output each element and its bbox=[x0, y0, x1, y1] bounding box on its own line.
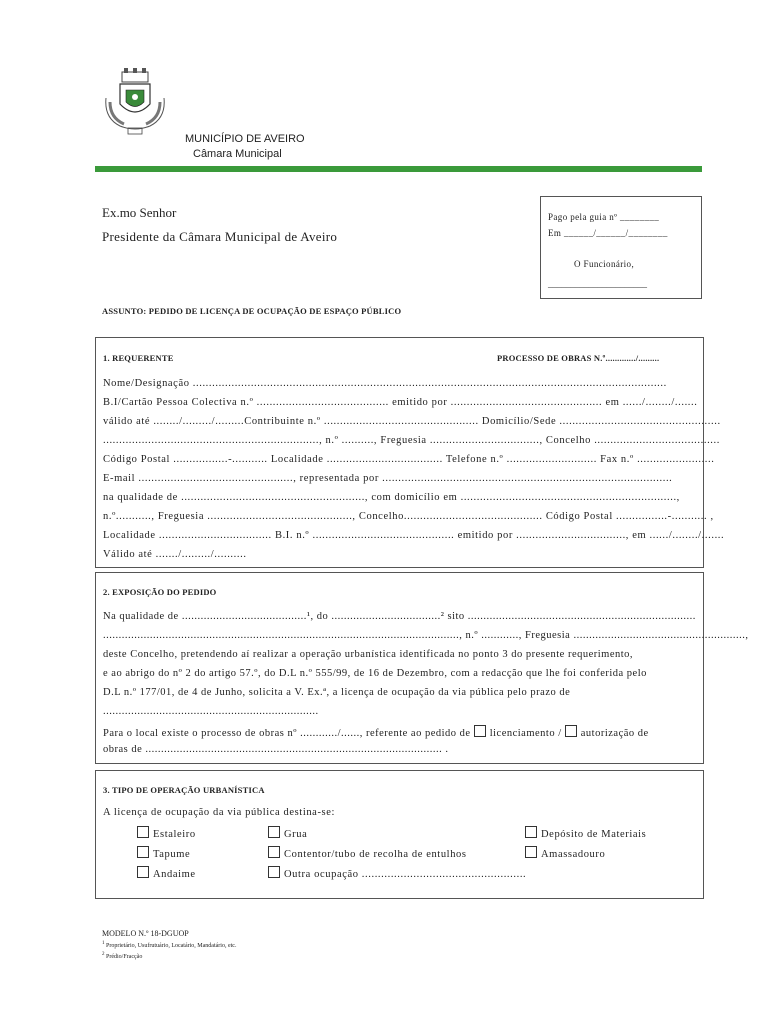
payment-date: Em ______/______/________ bbox=[548, 228, 668, 238]
request-line-4: e ao abrigo do nº 2 do artigo 57.º, do D.L n.º 555/99, de 16 de Dezembro, com a redacção que lhe foi conferida pelo bbox=[103, 668, 647, 679]
outra-checkbox[interactable] bbox=[268, 866, 280, 878]
footnote-2: $^2$ Prédio/Fracção bbox=[102, 952, 143, 960]
requester-line-6: E-mail ................................................, representada por .......................................................................................... bbox=[103, 473, 673, 484]
request-line-2: .................................................................................................................., n.º ............, Freguesia ......................................................., bbox=[103, 630, 749, 641]
subject: ASSUNTO: PEDIDO DE LICENÇA DE OCUPAÇÃO DE ESPAÇO PÚBLICO bbox=[102, 306, 402, 316]
option-amassadouro[interactable]: Amassadouro bbox=[525, 846, 605, 860]
requester-line-9: Localidade ................................... B.I. n.º ............................................ emitido por .................................., em ....../......../....... bbox=[103, 530, 725, 541]
requester-line-5: Código Postal .................-........... Localidade .................................... Telefone n.º ............................ Fax n.º ........................ bbox=[103, 454, 715, 465]
process-number: PROCESSO DE OBRAS N.º............./......... bbox=[497, 353, 660, 363]
option-grua[interactable]: Grua bbox=[268, 826, 307, 840]
crest-icon bbox=[100, 68, 170, 140]
municipality-name: MUNICÍPIO DE AVEIRO bbox=[185, 133, 305, 145]
request-line-1: Na qualidade de ........................................¹, do ...................................² sito ......................................................................... bbox=[103, 611, 696, 622]
requester-line-7: na qualidade de ........................................................., com domicílio em ..................................................................., bbox=[103, 492, 680, 503]
option-tapume[interactable]: Tapume bbox=[137, 846, 190, 860]
requester-line-4: ..................................................................., n.º .........., Freguesia .................................., Concelho ....................................... bbox=[103, 435, 720, 446]
licensing-checkbox[interactable] bbox=[474, 725, 486, 737]
request-line-5: D.L n.º 177/01, de 4 de Junho, solicita a V. Ex.ª, a licença de ocupação da via pública pelo prazo de bbox=[103, 687, 571, 698]
official-label: O Funcionário, bbox=[574, 259, 635, 269]
option-deposito[interactable]: Depósito de Materiais bbox=[525, 826, 646, 840]
addressee-title: Ex.mo Senhor bbox=[102, 205, 177, 220]
option-andaime[interactable]: Andaime bbox=[137, 866, 196, 880]
option-estaleiro[interactable]: Estaleiro bbox=[137, 826, 196, 840]
authorization-label: autorização de bbox=[580, 728, 649, 739]
works-prefix: Para o local existe o processo de obras nº ............/......, referente ao pedido de bbox=[103, 728, 471, 739]
amassadouro-checkbox[interactable] bbox=[525, 846, 537, 858]
model-number: MODELO N.º 18-DGUOP bbox=[102, 929, 189, 938]
payment-box bbox=[540, 196, 702, 299]
paid-guide: Pago pela guia nº ________ bbox=[548, 212, 660, 222]
works-process-line bbox=[103, 725, 649, 739]
estaleiro-checkbox[interactable] bbox=[137, 826, 149, 838]
requester-line-1: Nome/Designação ................................................................................................................................................... bbox=[103, 378, 667, 389]
deposito-checkbox[interactable] bbox=[525, 826, 537, 838]
section-operation-title: 3. TIPO DE OPERAÇÃO URBANÍSTICA bbox=[103, 785, 265, 795]
section-requester-title: 1. REQUERENTE bbox=[103, 353, 174, 363]
operation-intro: A licença de ocupação da via pública destina-se: bbox=[103, 807, 336, 818]
works-line-2: obras de ............................................................................................... . bbox=[103, 744, 449, 755]
requester-line-2: B.I/Cartão Pessoa Colectiva n.º ......................................... emitido por ............................................... em ....../......../....... bbox=[103, 397, 698, 408]
municipal-crest bbox=[100, 68, 170, 140]
section-request-title: 2. EXPOSIÇÃO DO PEDIDO bbox=[103, 587, 217, 597]
requester-line-3: válido até ......../........./.........Contribuinte n.º ................................................ Domicílio/Sede .................................................. bbox=[103, 416, 721, 427]
andaime-checkbox[interactable] bbox=[137, 866, 149, 878]
requester-line-10: Válido até ......./........./.......... bbox=[103, 549, 247, 560]
official-signature: ______________________ bbox=[548, 279, 647, 289]
licensing-label: licenciamento / bbox=[489, 728, 562, 739]
contentor-checkbox[interactable] bbox=[268, 846, 280, 858]
chamber-name: Câmara Municipal bbox=[193, 148, 282, 160]
header-bar bbox=[95, 166, 702, 172]
grua-checkbox[interactable] bbox=[268, 826, 280, 838]
request-line-3: deste Concelho, pretendendo aí realizar a operação urbanística identificada no ponto 3 do presente requerimento, bbox=[103, 649, 634, 660]
option-contentor[interactable]: Contentor/tubo de recolha de entulhos bbox=[268, 846, 467, 860]
tapume-checkbox[interactable] bbox=[137, 846, 149, 858]
footnote-1: $^1$ Proprietário, Usufrutuário, Locatário, Mandatário, etc. bbox=[102, 941, 237, 949]
request-line-6: ..................................................................... bbox=[103, 706, 319, 717]
addressee-name: Presidente da Câmara Municipal de Aveiro bbox=[102, 229, 338, 244]
option-outra[interactable]: Outra ocupação ................................................... bbox=[268, 866, 526, 880]
requester-line-8: n.º..........., Freguesia ............................................., Concelho........................................... Código Postal ................-........... , bbox=[103, 511, 714, 522]
authorization-checkbox[interactable] bbox=[565, 725, 577, 737]
